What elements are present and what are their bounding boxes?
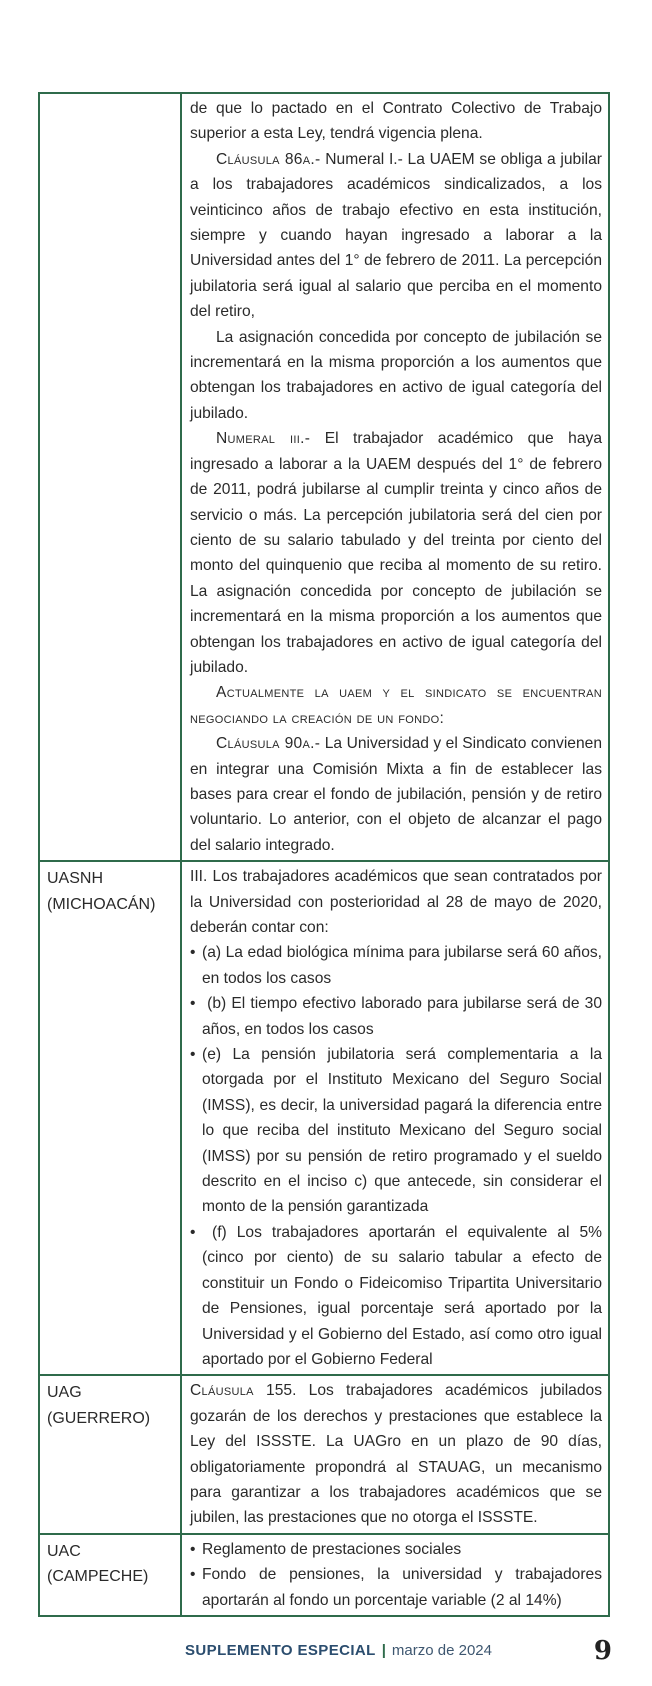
- page-footer: [0, 1636, 652, 1672]
- clause-body: de que lo pactado en el Contrato Colectivo de Trabajo superior a esta Ley, tendrá vigencia plena.: [190, 100, 602, 143]
- clause-heading: Cláusula 86a.-: [216, 150, 321, 168]
- bullet-icon: •: [190, 1223, 196, 1241]
- table-row: [39, 93, 609, 861]
- institution-name: UAG: [47, 1384, 82, 1402]
- bullet-item: [190, 940, 602, 991]
- clause-text-cell: [181, 1375, 609, 1533]
- clause-body: El trabajador académico que haya ingresado a laborar a la UAEM después del 1° de febrero de 2011, podrá jubilarse al cumplir treinta y cinco años de servicio o más. La percepción jubilatoria será del cien por ciento de su salario tabulado y del treinta por ciento del monto del quinquenio que reciba al momento de su retiro. La asignación concedida por concepto de jubilación se incrementará en la misma proporción a los aumentos que obtengan los trabajadores en activo de igual categoría del jubilado.: [190, 430, 602, 676]
- clause-body: La asignación concedida por concepto de jubilación se incrementará en la misma proporción a los aumentos que obtengan los trabajadores en activo de igual categoría del jubilado.: [190, 328, 602, 422]
- clause-paragraph: [190, 1378, 602, 1530]
- clause-text-cell: [181, 93, 609, 861]
- bullet-icon: •: [190, 1046, 196, 1064]
- clause-body: (b) El tiempo efectivo laborado para jubilarse será de 30 años, en todos los casos: [202, 995, 602, 1038]
- clause-body: La Universidad y el Sindicato convienen en integrar una Comisión Mixta a fin de establecer las bases para crear el fondo de jubilación, pensión y de retiro voluntario. Lo anterior, con el objeto de alcanzar el pago del salario integrado.: [190, 735, 602, 854]
- retirement-clauses-table: [38, 92, 610, 1617]
- footer-separator: |: [381, 1642, 386, 1659]
- clause-body: 155. Los trabajadores académicos jubilados gozarán de los derechos y prestaciones que establece la Ley del ISSSTE. La UAGro en un plazo de 90 días, obligatoriamente propondrá al STAUAG, un mecanismo para garantizar a los trabajadores académicos que se jubilen, las prestaciones que no otorga el ISSSTE.: [190, 1382, 602, 1527]
- clause-body: Fondo de pensiones, la universidad y trabajadores aportarán al fondo un porcentaje variable (2 al 14%): [202, 1566, 602, 1609]
- clause-paragraph: [190, 731, 602, 858]
- bullet-item: [190, 991, 602, 1042]
- clause-heading: Cláusula 90a.-: [216, 735, 321, 753]
- bullet-icon: •: [190, 1566, 196, 1584]
- clause-paragraph: [190, 147, 602, 325]
- institution-cell: [39, 1534, 181, 1616]
- clause-text-cell: [181, 861, 609, 1375]
- table-row: [39, 1375, 609, 1533]
- clause-body: (e) La pensión jubilatoria será complementaria a la otorgada por el Instituto Mexicano del Seguro Social (IMSS), es decir, la universidad pagará la diferencia entre lo que reciba del instituto Mexicano del Seguro social (IMSS) por su pensión de retiro programado y el sueldo descrito en el inciso c) que antecede, sin considerar el monto de la pensión garantizada: [202, 1046, 602, 1216]
- institution-cell: [39, 93, 181, 861]
- clause-text-cell: [181, 1534, 609, 1616]
- footer-label: [185, 1642, 492, 1659]
- institution-name: UAC: [47, 1542, 81, 1560]
- clause-body: Numeral I.- La UAEM se obliga a jubilar a los trabajadores académicos sindicalizados, a los veinticinco años de trabajo efectivo en esta institución, siempre y cuando hayan ingresado a laborar a la Universidad antes del 1° de febrero de 2011. La percepción jubilatoria será igual al salario que perciba en el momento del retiro,: [190, 150, 602, 321]
- institution-name: (GUERRERO): [47, 1409, 151, 1427]
- clause-paragraph: [190, 864, 602, 940]
- clause-body: (f) Los trabajadores aportarán el equivalente al 5% (cinco por ciento) de su salario tabular a efecto de constituir un Fondo o Fideicomiso Tripartita Universitario de Pensiones, igual porcentaje será aportado por la Universidad y el Gobierno del Estado, así como otro igual aportado por el Gobierno Federal: [202, 1223, 602, 1368]
- table-body: [39, 93, 609, 1616]
- clause-body: III. Los trabajadores académicos que sean contratados por la Universidad con posterioridad al 28 de mayo de 2020, deberán contar con:: [190, 868, 602, 936]
- table-row: [39, 861, 609, 1375]
- clause-paragraph: [190, 96, 602, 147]
- clause-body: Reglamento de prestaciones sociales: [202, 1540, 462, 1558]
- clause-heading: Cláusula: [190, 1382, 254, 1400]
- bullet-icon: •: [190, 995, 196, 1013]
- clause-paragraph: [190, 426, 602, 680]
- bullet-item: [190, 1537, 602, 1562]
- institution-name: UASNH: [47, 870, 104, 888]
- bullet-item: [190, 1220, 602, 1372]
- clause-body: (a) La edad biológica mínima para jubilarse será 60 años, en todos los casos: [202, 944, 602, 987]
- institution-cell: [39, 1375, 181, 1533]
- clause-heading: Numeral iii.-: [216, 430, 311, 448]
- table-row: [39, 1534, 609, 1616]
- supplement-title: SUPLEMENTO ESPECIAL: [185, 1642, 376, 1659]
- issue-date: marzo de 2024: [391, 1642, 492, 1659]
- bullet-icon: •: [190, 944, 196, 962]
- clause-paragraph: [190, 325, 602, 427]
- bullet-item: [190, 1042, 602, 1220]
- page-number: 9: [593, 1636, 612, 1666]
- institution-name: (MICHOACÁN): [47, 895, 156, 913]
- bullet-item: [190, 1562, 602, 1613]
- clause-heading: Actualmente la uaem y el sindicato se encuentran negociando la creación de un fondo:: [190, 684, 602, 727]
- institution-cell: [39, 861, 181, 1375]
- bullet-icon: •: [190, 1540, 196, 1558]
- clause-paragraph: [190, 680, 602, 731]
- institution-name: (CAMPECHE): [47, 1568, 149, 1586]
